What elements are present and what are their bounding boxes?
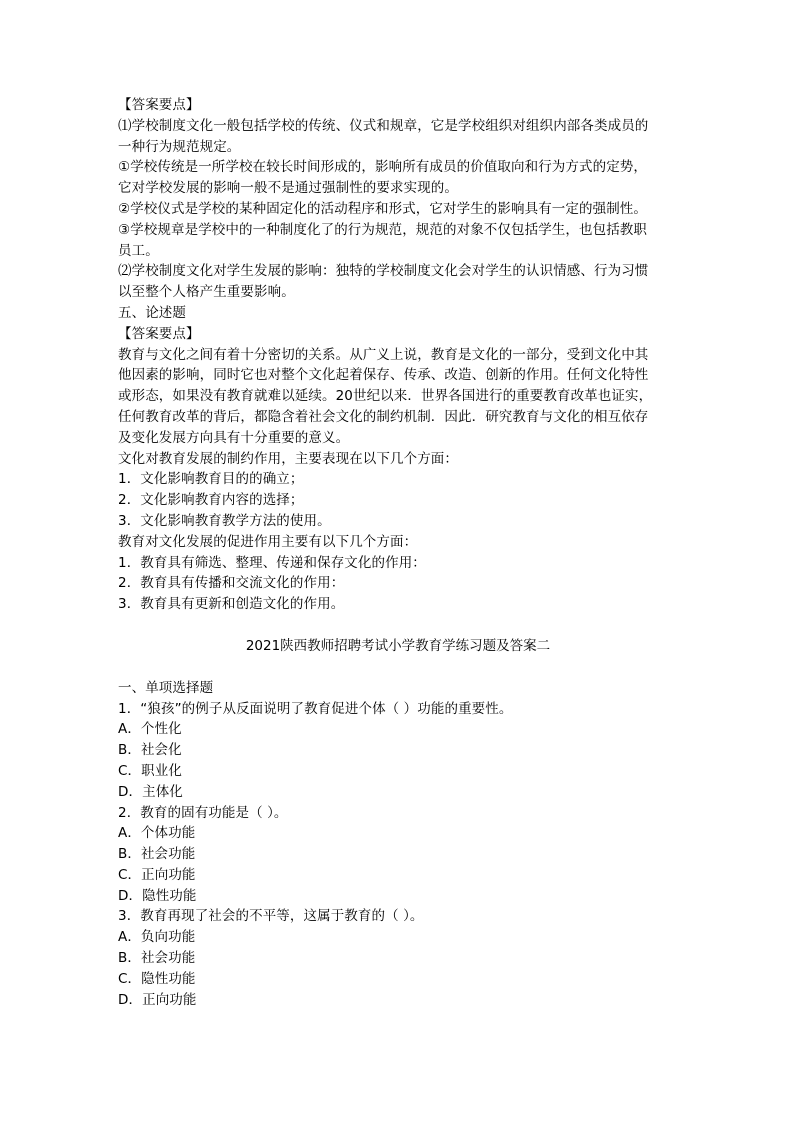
text-line: 或形态，如果没有教育就难以延续。20世纪以来．世界各国进行的重要教育改革也证实， <box>118 388 653 405</box>
option: D．隐性功能 <box>118 887 197 904</box>
text-line: 一种行为规范规定。 <box>118 138 241 155</box>
option: D．主体化 <box>118 783 183 800</box>
text-line: ①学校传统是一所学校在较长时间形成的，影响所有成员的价值取向和行为方式的定势， <box>118 159 648 176</box>
option: C．隐性功能 <box>118 970 196 987</box>
text-line: 任何教育改革的背后，都隐含着社会文化的制约机制．因此．研究教育与文化的相互依存 <box>118 408 649 425</box>
text-line: ⑴学校制度文化一般包括学校的传统、仪式和规章，它是学校组织对组织内部各类成员的 <box>118 117 649 134</box>
document-page <box>118 95 678 1010</box>
text-line: 员工。 <box>118 242 159 259</box>
list-item: 2．教育具有传播和交流文化的作用： <box>118 575 345 592</box>
text-line: 文化对教育发展的制约作用，主要表现在以下几个方面： <box>118 450 458 467</box>
text-line: 他因素的影响，同时它也对整个文化起着保存、传承、改造、创新的作用。任何文化特性 <box>118 367 649 384</box>
option: C．正向功能 <box>118 866 196 883</box>
question: 1．“狼孩”的例子从反面说明了教育促进个体（ ）功能的重要性。 <box>118 700 513 717</box>
text-line: ⑵学校制度文化对学生发展的影响：独特的学校制度文化会对学生的认识情感、行为习惯 <box>118 263 649 280</box>
option: A．个性化 <box>118 721 182 738</box>
text-line: 教育与文化之间有着十分密切的关系。从广义上说，教育是文化的一部分，受到文化中其 <box>118 346 649 363</box>
text-line: 【答案要点】 <box>118 325 200 342</box>
text-line: ②学校仪式是学校的某种固定化的活动程序和形式，它对学生的影响具有一定的强制性。 <box>118 200 648 217</box>
text-line: 以至整个人格产生重要影响。 <box>118 284 295 301</box>
text-line: 它对学校发展的影响一般不是通过强制性的要求实现的。 <box>118 180 458 197</box>
option: C．职业化 <box>118 762 182 779</box>
list-item: 3．文化影响教育教学方法的使用。 <box>118 512 331 529</box>
text-line: ③学校规章是学校中的一种制度化了的行为规范，规范的对象不仅包括学生，也包括教职 <box>118 221 648 238</box>
question: 3．教育再现了社会的不平等，这属于教育的（ ）。 <box>118 908 424 925</box>
option: A．个体功能 <box>118 825 196 842</box>
list-item: 1．文化影响教育目的的确立； <box>118 471 304 488</box>
list-item: 3．教育具有更新和创造文化的作用。 <box>118 596 345 613</box>
document-title: 2021陕西教师招聘考试小学教育学练习题及答案二 <box>245 637 551 654</box>
list-item: 2．文化影响教育内容的选择； <box>118 492 304 509</box>
option: B．社会功能 <box>118 950 196 967</box>
list-item: 1．教育具有筛选、整理、传递和保存文化的作用： <box>118 554 426 571</box>
option: B．社会化 <box>118 742 182 759</box>
section-heading: 五、论述题 <box>118 304 186 321</box>
text-line: 教育对文化发展的促进作用主要有以下几个方面： <box>118 533 418 550</box>
section-heading: 一、单项选择题 <box>118 679 214 696</box>
option: B．社会功能 <box>118 846 196 863</box>
questions-section <box>118 678 678 1011</box>
answer-section <box>118 95 678 615</box>
question: 2．教育的固有功能是（ ）。 <box>118 804 288 821</box>
text-line: 【答案要点】 <box>118 97 200 113</box>
option: D．正向功能 <box>118 991 197 1008</box>
option: A．负向功能 <box>118 929 196 946</box>
text-line: 及变化发展方向具有十分重要的意义。 <box>118 429 350 446</box>
